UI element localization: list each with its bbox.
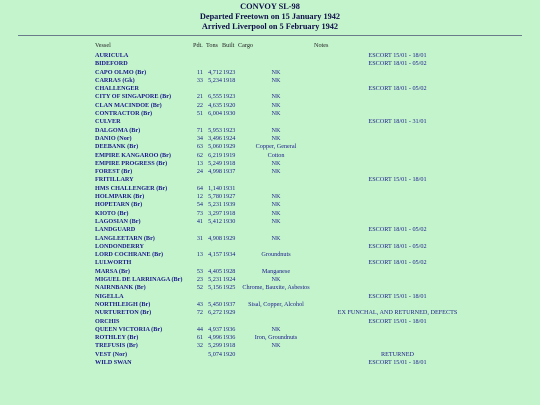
vessel-name[interactable]: DALGOMA (Br) [95, 126, 141, 134]
built-cell: 1937 [223, 300, 236, 308]
cargo-cell: Iron, Groundnuts [254, 334, 298, 342]
pdt-cell: 62 [196, 151, 203, 159]
built-cell: 1918 [223, 209, 236, 217]
built-cell: 1918 [223, 76, 236, 84]
column-headers [0, 42, 540, 52]
tons-cell: 4,908 [208, 234, 222, 242]
built-cell: 1930 [223, 110, 236, 118]
table-row [0, 318, 540, 326]
pdt-cell: 61 [196, 334, 203, 342]
vessel-name[interactable]: FOREST (Br) [95, 168, 133, 176]
table-row [0, 160, 540, 168]
built-cell: 1937 [223, 168, 236, 176]
table-row [0, 326, 540, 334]
pdt-cell: 34 [196, 134, 203, 142]
col-tons: Tons [206, 42, 218, 49]
vessel-name[interactable]: AURICULA [95, 52, 129, 59]
table-row [0, 135, 540, 143]
cargo-cell: NK [271, 217, 281, 225]
vessel-name[interactable]: QUEEN VICTORIA (Br) [95, 325, 163, 333]
vessel-name[interactable]: NAIRNBANK (Br) [95, 284, 146, 292]
convoy-table [0, 52, 540, 367]
pdt-cell: 33 [196, 76, 203, 84]
tons-cell: 5,249 [208, 159, 222, 167]
vessel-name[interactable]: ROTHLEY (Br) [95, 334, 139, 342]
vessel-name[interactable]: CAPO OLMO (Br) [95, 68, 147, 76]
built-cell: 1923 [223, 126, 236, 134]
cargo-cell: Sisal, Copper, Alcohol [248, 300, 304, 308]
table-row [0, 251, 540, 259]
table-row [0, 334, 540, 342]
notes-cell: ESCORT 18/01 - 05/02 [368, 242, 427, 250]
built-cell: 1930 [223, 217, 236, 225]
tons-cell: 4,405 [208, 267, 222, 275]
tons-cell: 4,998 [208, 168, 222, 176]
table-row [0, 110, 540, 118]
built-cell: 1924 [223, 276, 236, 284]
tons-cell: 4,712 [208, 68, 222, 76]
cargo-cell: Chrome, Bauxite, Asbestos [242, 284, 310, 292]
table-row [0, 193, 540, 201]
notes-cell: ESCORT 15/01 - 18/01 [368, 292, 427, 300]
tons-cell: 5,074 [208, 350, 222, 358]
cargo-cell: NK [271, 234, 281, 242]
vessel-name[interactable]: CONTRACTOR (Br) [95, 110, 153, 118]
vessel-name[interactable]: LAGOSIAN (Br) [95, 217, 141, 225]
built-cell: 1928 [223, 267, 236, 275]
cargo-cell: NK [271, 68, 281, 76]
table-row [0, 309, 540, 317]
built-cell: 1936 [223, 325, 236, 333]
pdt-cell: 63 [196, 143, 203, 151]
arrived-line: Arrived Liverpool on 5 February 1942 [201, 22, 339, 31]
vessel-name[interactable]: CULVER [95, 118, 121, 126]
cargo-cell: NK [271, 134, 281, 142]
table-row [0, 93, 540, 101]
tons-cell: 4,996 [208, 334, 222, 342]
vessel-name[interactable]: DEEBANK (Br) [95, 143, 139, 151]
vessel-name[interactable]: FRITILLARY [95, 176, 134, 184]
pdt-cell: 32 [196, 342, 203, 350]
vessel-name[interactable]: EMPIRE PROGRESS (Br) [95, 159, 168, 167]
table-row [0, 218, 540, 226]
notes-cell: ESCORT 15/01 - 18/01 [368, 317, 427, 325]
notes-cell: ESCORT 15/01 - 18/01 [368, 176, 427, 184]
cargo-cell: NK [271, 342, 281, 350]
pdt-cell: 13 [196, 251, 203, 259]
vessel-name[interactable]: LULWORTH [95, 259, 132, 267]
table-row [0, 185, 540, 193]
cargo-cell: NK [271, 101, 281, 109]
table-row [0, 293, 540, 301]
vessel-name[interactable]: LORD COCHRANE (Br) [95, 251, 164, 259]
tons-cell: 5,231 [208, 201, 222, 209]
tons-cell: 5,953 [208, 126, 222, 134]
pdt-cell: 13 [196, 159, 203, 167]
table-row [0, 268, 540, 276]
vessel-name[interactable]: ORCHIS [95, 317, 120, 325]
departed-line: Departed Freetown on 15 January 1942 [199, 12, 341, 21]
vessel-name[interactable]: LANDGUARD [95, 226, 136, 234]
table-row [0, 210, 540, 218]
table-row [0, 77, 540, 85]
table-row [0, 85, 540, 93]
cargo-cell: NK [271, 76, 281, 84]
table-row [0, 52, 540, 60]
col-cargo: Cargo [238, 42, 254, 49]
tons-cell: 1,140 [208, 184, 222, 192]
table-row [0, 201, 540, 209]
pdt-cell: 44 [196, 325, 203, 333]
table-row [0, 359, 540, 367]
table-row [0, 235, 540, 243]
cargo-cell: NK [271, 159, 281, 167]
tons-cell: 4,157 [208, 251, 222, 259]
col-pdt: Pdt. [193, 42, 203, 49]
built-cell: 1927 [223, 193, 236, 201]
pdt-cell: 43 [196, 300, 203, 308]
vessel-name[interactable]: CHALLENGER [95, 85, 140, 93]
notes-cell: ESCORT 18/01 - 05/02 [368, 226, 427, 234]
built-cell: 1929 [223, 309, 236, 317]
vessel-name[interactable]: CARRAS (Gk) [95, 76, 135, 84]
table-row [0, 168, 540, 176]
notes-cell: EX FUNCHAL, AND RETURNED, DEFECTS [337, 309, 458, 317]
table-row [0, 342, 540, 350]
built-cell: 1919 [223, 151, 236, 159]
notes-cell: ESCORT 18/01 - 31/01 [368, 118, 427, 126]
vessel-name[interactable]: LANGLEETARN (Br) [95, 234, 155, 242]
cargo-cell: Groundnuts [261, 251, 291, 259]
vessel-name[interactable]: NIGELLA [95, 292, 124, 300]
vessel-name[interactable]: KIOTO (Br) [95, 209, 129, 217]
pdt-cell: 22 [196, 101, 203, 109]
pdt-cell: 54 [196, 201, 203, 209]
built-cell: 1918 [223, 342, 236, 350]
built-cell: 1929 [223, 143, 236, 151]
tons-cell: 6,555 [208, 93, 222, 101]
table-row [0, 301, 540, 309]
cargo-cell: Copper, General [255, 143, 297, 151]
header-divider [18, 35, 522, 36]
cargo-cell: NK [271, 209, 281, 217]
vessel-name[interactable]: MARSA (Br) [95, 267, 130, 275]
built-cell: 1936 [223, 334, 236, 342]
built-cell: 1920 [223, 350, 236, 358]
vessel-name[interactable]: TREFUSIS (Br) [95, 342, 138, 350]
table-row [0, 284, 540, 292]
tons-cell: 5,234 [208, 76, 222, 84]
built-cell: 1931 [223, 184, 236, 192]
built-cell: 1934 [223, 251, 236, 259]
table-row [0, 143, 540, 151]
vessel-name[interactable]: BIDEFORD [95, 60, 128, 68]
tons-cell: 5,450 [208, 300, 222, 308]
cargo-cell: NK [271, 126, 281, 134]
notes-cell: ESCORT 18/01 - 05/02 [368, 85, 427, 93]
tons-cell: 3,297 [208, 209, 222, 217]
cargo-cell: NK [271, 93, 281, 101]
pdt-cell: 31 [196, 234, 203, 242]
built-cell: 1929 [223, 234, 236, 242]
built-cell: 1920 [223, 101, 236, 109]
built-cell: 1939 [223, 201, 236, 209]
col-built: Built [222, 42, 235, 49]
vessel-name[interactable]: HOLMPARK (Br) [95, 193, 145, 201]
table-row [0, 351, 540, 359]
vessel-name[interactable]: CITY OF SINGAPORE (Br) [95, 93, 172, 101]
cargo-cell: Manganese [261, 267, 291, 275]
table-row [0, 243, 540, 251]
table-row [0, 259, 540, 267]
cargo-cell: NK [271, 325, 281, 333]
vessel-name[interactable]: EMPIRE KANGAROO (Br) [95, 151, 171, 159]
built-cell: 1925 [223, 284, 236, 292]
pdt-cell: 12 [196, 193, 203, 201]
cargo-cell: NK [271, 168, 281, 176]
table-row [0, 276, 540, 284]
vessel-name[interactable]: WILD SWAN [95, 358, 132, 366]
pdt-cell: 11 [197, 68, 203, 76]
pdt-cell: 72 [196, 309, 203, 317]
pdt-cell: 41 [196, 217, 203, 225]
cargo-cell: Cotton [267, 151, 285, 159]
built-cell: 1923 [223, 93, 236, 101]
notes-cell: ESCORT 18/01 - 05/02 [368, 259, 427, 267]
vessel-name[interactable]: VEST (Nor) [95, 350, 128, 358]
vessel-name[interactable]: CLAN MACINDOE (Br) [95, 101, 162, 109]
pdt-cell: 51 [196, 110, 203, 118]
tons-cell: 5,060 [208, 143, 222, 151]
vessel-name[interactable]: NURTURETON (Br) [95, 309, 152, 317]
pdt-cell: 64 [196, 184, 203, 192]
cargo-cell: NK [271, 110, 281, 118]
pdt-cell: 52 [196, 284, 203, 292]
table-row [0, 118, 540, 126]
convoy-title: CONVOY SL-98 [240, 2, 300, 11]
table-row [0, 60, 540, 68]
col-notes: Notes [314, 42, 329, 49]
pdt-cell: 21 [196, 93, 203, 101]
tons-cell: 5,780 [208, 193, 222, 201]
table-row [0, 226, 540, 234]
table-row [0, 152, 540, 160]
tons-cell: 5,156 [208, 284, 222, 292]
page-header [0, 0, 540, 32]
tons-cell: 4,937 [208, 325, 222, 333]
tons-cell: 4,635 [208, 101, 222, 109]
built-cell: 1924 [223, 134, 236, 142]
notes-cell: ESCORT 15/01 - 18/01 [368, 358, 427, 366]
vessel-name[interactable]: LONDONDERRY [95, 242, 144, 250]
built-cell: 1923 [223, 68, 236, 76]
pdt-cell: 24 [196, 168, 203, 176]
tons-cell: 6,004 [208, 110, 222, 118]
pdt-cell: 53 [196, 267, 203, 275]
col-vessel: Vessel [95, 42, 111, 49]
cargo-cell: NK [271, 276, 281, 284]
tons-cell: 5,299 [208, 342, 222, 350]
tons-cell: 6,219 [208, 151, 222, 159]
notes-cell: ESCORT 15/01 - 18/01 [368, 52, 427, 59]
notes-cell: ESCORT 18/01 - 05/02 [368, 60, 427, 68]
table-row [0, 127, 540, 135]
pdt-cell: 71 [196, 126, 203, 134]
built-cell: 1918 [223, 159, 236, 167]
table-row [0, 69, 540, 77]
pdt-cell: 23 [196, 276, 203, 284]
tons-cell: 5,231 [208, 276, 222, 284]
table-row [0, 102, 540, 110]
pdt-cell: 73 [196, 209, 203, 217]
tons-cell: 3,496 [208, 134, 222, 142]
notes-cell: RETURNED [381, 350, 414, 358]
vessel-name[interactable]: MIGUEL DE LARRINAGA (Br) [95, 276, 183, 284]
tons-cell: 5,412 [208, 217, 222, 225]
vessel-name[interactable]: DANIO (Nor) [95, 134, 132, 142]
cargo-cell: NK [271, 193, 281, 201]
vessel-name[interactable]: HMS CHALLENGER (Br) [95, 184, 168, 192]
vessel-name[interactable]: NORTHLEIGH (Br) [95, 300, 151, 308]
vessel-name[interactable]: HOPETARN (Br) [95, 201, 143, 209]
table-row [0, 176, 540, 184]
tons-cell: 6,272 [208, 309, 222, 317]
cargo-cell: NK [271, 201, 281, 209]
